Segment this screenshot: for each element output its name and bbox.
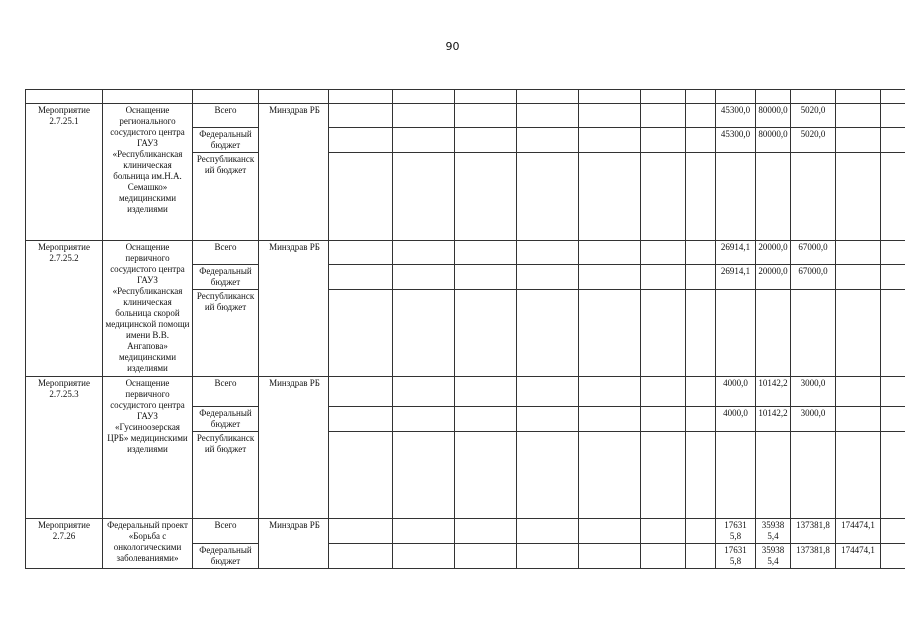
value-cell: 45300,0 <box>716 128 756 153</box>
value-cell: 5020,0 <box>791 104 836 128</box>
value-cell: 80000,0 <box>756 104 791 128</box>
measure-code: Мероприятие 2.7.25.2 <box>26 241 103 377</box>
value-cell: 35938 5,4 <box>756 544 791 569</box>
value-cell: 35938 5,4 <box>756 519 791 544</box>
source-label: Всего <box>193 519 259 544</box>
value-cell: 20000,0 <box>756 241 791 265</box>
value-cell: 20000,0 <box>756 265 791 290</box>
source-label: Всего <box>193 241 259 265</box>
source-label: Федеральный бюджет <box>193 128 259 153</box>
value-cell: 10142,2 <box>756 407 791 432</box>
source-label: Федеральный бюджет <box>193 265 259 290</box>
value-cell: 17631 5,8 <box>716 519 756 544</box>
measure-name: Оснащение первичного сосудистого центра ГАУЗ «Гусиноозерская ЦРБ» медицинскими изделиями <box>103 377 193 519</box>
measure-code: Мероприятие 2.7.25.1 <box>26 104 103 241</box>
table-header-row <box>26 90 905 104</box>
value-cell: 4000,0 <box>716 407 756 432</box>
table-row <box>26 241 905 265</box>
executor: Минздрав РБ <box>259 377 329 519</box>
table-row <box>26 519 905 544</box>
executor: Минздрав РБ <box>259 104 329 241</box>
executor: Минздрав РБ <box>259 241 329 377</box>
value-cell: 17631 5,8 <box>716 544 756 569</box>
value-cell: 174474,1 <box>836 544 881 569</box>
value-cell: 80000,0 <box>756 128 791 153</box>
value-cell: 137381,8 <box>791 544 836 569</box>
value-cell <box>836 265 881 290</box>
source-label: Всего <box>193 377 259 407</box>
value-cell <box>836 407 881 432</box>
value-cell: 10142,2 <box>756 377 791 407</box>
measure-name: Оснащение первичного сосудистого центра ГАУЗ «Республиканская клиническая больница скорой медицинской помощи имени В.В. Ангапова» медицинскими изделиями <box>103 241 193 377</box>
value-cell <box>836 128 881 153</box>
source-label: Республиканский бюджет <box>193 432 259 519</box>
source-label: Республиканский бюджет <box>193 153 259 241</box>
measure-name: Оснащение регионального сосудистого центра ГАУЗ «Республиканская клиническая больница им.Н.А. Семашко» медицинскими изделиями <box>103 104 193 241</box>
value-cell <box>836 241 881 265</box>
source-label: Федеральный бюджет <box>193 407 259 432</box>
value-cell: 174474,1 <box>836 519 881 544</box>
budget-table <box>25 89 905 569</box>
value-cell <box>836 104 881 128</box>
table-row <box>26 104 905 128</box>
value-cell: 26914,1 <box>716 241 756 265</box>
source-label: Федеральный бюджет <box>193 544 259 569</box>
executor: Минздрав РБ <box>259 519 329 569</box>
source-label: Республиканский бюджет <box>193 290 259 377</box>
measure-code: Мероприятие 2.7.26 <box>26 519 103 569</box>
table-row <box>26 377 905 407</box>
value-cell: 67000,0 <box>791 241 836 265</box>
page-number: 90 <box>445 40 460 53</box>
value-cell: 4000,0 <box>716 377 756 407</box>
value-cell: 26914,1 <box>716 265 756 290</box>
value-cell: 3000,0 <box>791 407 836 432</box>
value-cell: 45300,0 <box>716 104 756 128</box>
value-cell: 67000,0 <box>791 265 836 290</box>
measure-name: Федеральный проект «Борьба с онкологическими заболеваниями» <box>103 519 193 569</box>
value-cell: 5020,0 <box>791 128 836 153</box>
value-cell: 3000,0 <box>791 377 836 407</box>
measure-code: Мероприятие 2.7.25.3 <box>26 377 103 519</box>
source-label: Всего <box>193 104 259 128</box>
value-cell <box>836 377 881 407</box>
value-cell: 137381,8 <box>791 519 836 544</box>
